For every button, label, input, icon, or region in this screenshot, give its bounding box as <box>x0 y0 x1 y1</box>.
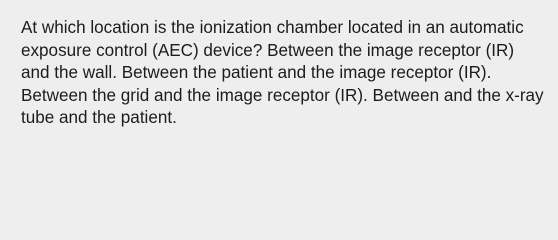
question-text: At which location is the ionization chamber located in an automatic exposure control (AEC) device? Between the image receptor (IR) and the wall. Between the patient and the image receptor (IR). Between the grid and the image receptor (IR). Between and the x-ray tube and the patient. <box>21 18 544 127</box>
